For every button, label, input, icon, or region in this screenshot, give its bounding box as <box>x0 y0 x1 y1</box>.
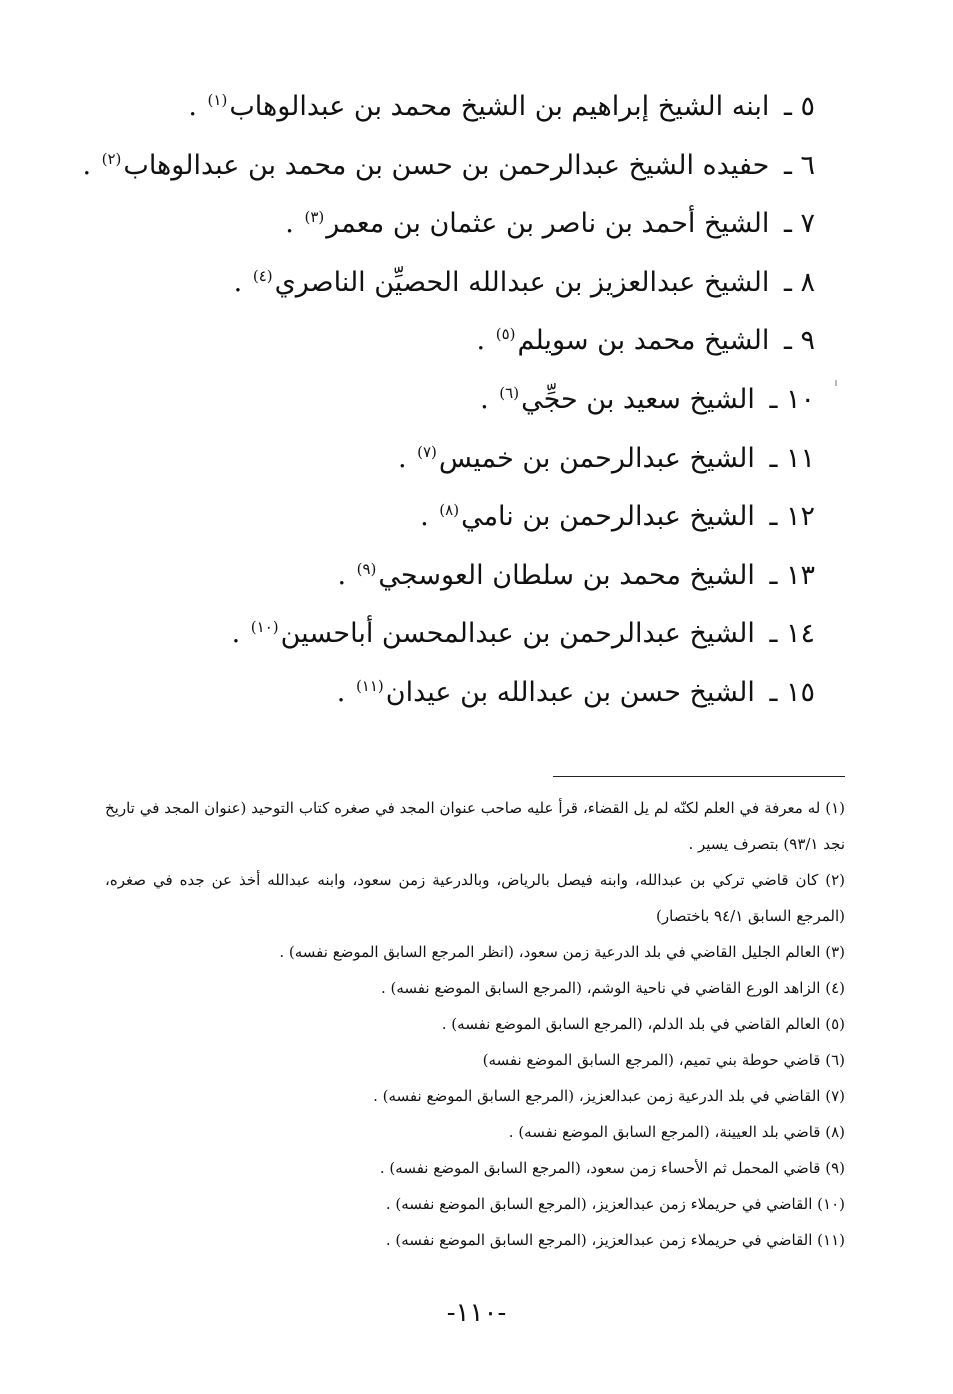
item-text: الشيخ سعيد بن حجِّي <box>521 383 755 415</box>
item-number: ١٤ ـ <box>769 618 815 650</box>
footnote-ref: (٧) <box>417 442 437 461</box>
item-number: ١٢ ـ <box>769 501 815 533</box>
item-number: ١٠ ـ <box>769 383 815 415</box>
footnote: (١٠) القاضي في حريملاء زمن عبدالعزيز، (المرجع السابق الموضع نفسه) . <box>385 1195 845 1213</box>
item-text: الشيخ عبدالرحمن بن عبدالمحسن أباحسين <box>280 618 755 650</box>
list-item <box>115 430 815 489</box>
list-item <box>115 664 815 723</box>
list-item <box>115 371 815 430</box>
list-item <box>115 547 815 606</box>
footnote: (٧) القاضي في بلد الدرعية زمن عبدالعزيز، (المرجع السابق الموضع نفسه) . <box>373 1087 845 1105</box>
footnote-ref: (١٠) <box>250 618 279 637</box>
footnote-ref: (٣) <box>304 208 325 227</box>
footnote-ref: (١١) <box>355 676 384 695</box>
item-text: الشيخ عبدالعزيز بن عبدالله الحصيِّن الناصري <box>274 266 770 298</box>
footnote-ref: (٦) <box>499 383 520 402</box>
footnote: (٤) الزاهد الورع القاضي في ناحية الوشم، (المرجع السابق الموضع نفسه) . <box>381 979 845 997</box>
footnotes <box>105 790 845 1258</box>
footnote: (٦) قاضي حوطة بني تميم، (المرجع السابق الموضع نفسه) <box>482 1051 845 1069</box>
item-number: ٩ ـ <box>783 325 815 357</box>
list-item <box>115 605 815 664</box>
footnote: (٥) العالم القاضي في بلد الدلم، (المرجع السابق الموضع نفسه) . <box>441 1015 845 1033</box>
item-tail: . <box>336 676 346 708</box>
footnote: (٨) قاضي بلد العيينة، (المرجع السابق الموضع نفسه) . <box>508 1123 845 1141</box>
footnote-ref: (٨) <box>439 501 460 520</box>
item-text: الشيخ عبدالرحمن بن نامي <box>461 501 755 533</box>
page-number: -١١٠- <box>446 1298 507 1328</box>
footnote: (٢) كان قاضي تركي بن عبدالله، وابنه فيصل بالرياض، وبالدرعية زمن سعود، وابنه عبدالله أخذ عن جده في صغره، (المرجع السابق ٩٤/١ باختصار) <box>105 871 845 925</box>
item-tail: . <box>480 383 489 415</box>
item-tail: . <box>82 149 92 181</box>
item-text: الشيخ عبدالرحمن بن خميس <box>438 442 755 474</box>
item-tail: . <box>397 442 407 474</box>
list-item <box>115 312 815 371</box>
item-number: ٨ ـ <box>783 266 815 298</box>
item-tail: . <box>231 618 241 650</box>
scholars-list <box>82 78 815 723</box>
item-text: ابنه الشيخ إبراهيم بن الشيخ محمد بن عبدالوهاب <box>229 91 770 122</box>
item-tail: . <box>337 559 347 591</box>
item-tail: . <box>420 501 429 533</box>
footnote: (٣) العالم الجليل القاضي في بلد الدرعية زمن سعود، (انظر المرجع السابق الموضع نفسه) . <box>279 943 845 961</box>
footnote-separator <box>553 776 845 777</box>
item-number: ٦ ـ <box>783 149 815 181</box>
footnote: (١) له معرفة في العلم لكنّه لم يل القضاء، قرأ عليه صاحب عنوان المجد في صغره كتاب التوحيد (عنوان المجد في تاريخ نجد ٩٣/١) بتصرف يسير . <box>105 799 845 853</box>
footnote-ref: (١) <box>207 91 228 109</box>
footnote: (٩) قاضي المحمل ثم الأحساء زمن سعود، (المرجع السابق الموضع نفسه) . <box>379 1159 845 1177</box>
list-item <box>115 78 815 137</box>
item-number: ٧ ـ <box>783 208 815 240</box>
item-text: الشيخ أحمد بن ناصر بن عثمان بن معمر <box>326 208 770 240</box>
item-tail: . <box>285 208 294 240</box>
item-tail: . <box>476 325 486 357</box>
list-item <box>115 488 815 547</box>
item-tail: . <box>188 91 197 122</box>
item-number: ١٥ ـ <box>769 676 815 708</box>
item-text: الشيخ حسن بن عبدالله بن عيدان <box>385 676 755 708</box>
item-number: ٥ ـ <box>783 91 815 122</box>
item-text: حفيده الشيخ عبدالرحمن بن حسن بن محمد بن عبدالوهاب <box>123 149 770 181</box>
footnote-ref: (٤) <box>252 266 273 285</box>
item-text: الشيخ محمد بن سويلم <box>517 325 770 357</box>
footnote: (١١) القاضي في حريملاء زمن عبدالعزيز، (المرجع السابق الموضع نفسه) . <box>385 1231 845 1249</box>
list-item <box>115 195 815 254</box>
item-number: ١٣ ـ <box>769 559 815 591</box>
list-item <box>115 254 815 313</box>
list-item <box>82 137 815 196</box>
footnote-ref: (٩) <box>356 559 377 578</box>
item-text: الشيخ محمد بن سلطان العوسجي <box>378 559 755 591</box>
footnote-ref: (٢) <box>101 149 122 168</box>
footnote-ref: (٥) <box>495 325 516 344</box>
item-number: ١١ ـ <box>769 442 815 474</box>
scan-speck <box>835 380 837 386</box>
item-tail: . <box>233 266 243 298</box>
